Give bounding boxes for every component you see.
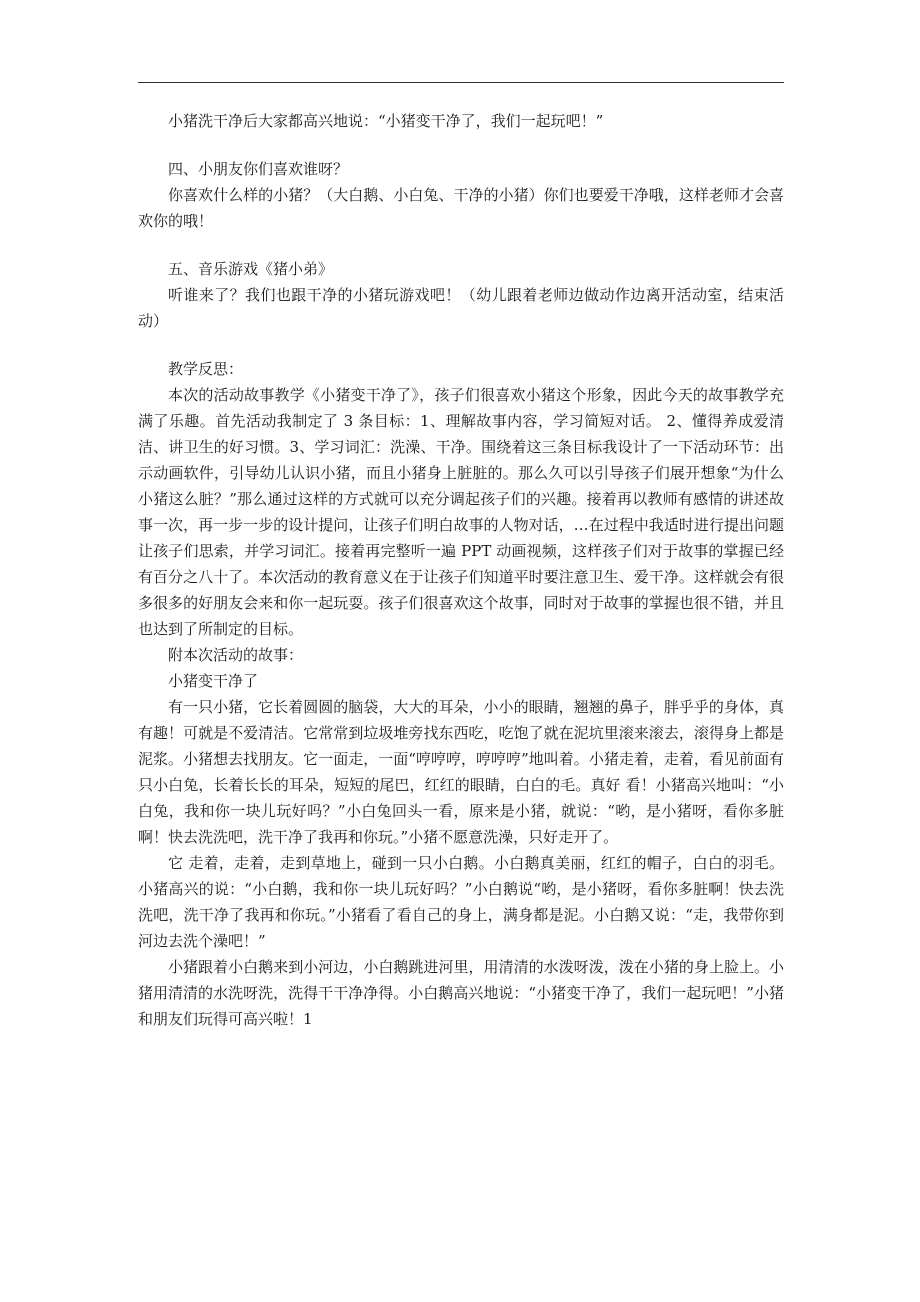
story-paragraph-two: 它 走着，走着，走到草地上，碰到一只小白鹅。小白鹅真美丽，红红的帽子，白白的羽毛。小猪高兴的说：“小白鹅，我和你一块儿玩好吗？”小白鹅说“哟，是小猪呀，看你多脏啊！快去洗洗吧，洗干净了我再和你玩。”小猪看了看自己的身上，满身都是泥。小白鹅又说：“走，我带你到河边去洗个澡吧！”: [138, 854, 784, 950]
document-body: [138, 108, 784, 1032]
reflection-heading: 教学反思：: [168, 360, 244, 378]
story-paragraph-one: 有一只小猪，它长着圆圆的脑袋，大大的耳朵，小小的眼睛，翘翘的鼻子，胖乎乎的身体，真有趣！可就是不爱清洁。它常常到垃圾堆旁找东西吃，吃饱了就在泥坑里滚来滚去，滚得身上都是泥浆。小猪想去找朋友。它一面走，一面“哼哼哼，哼哼哼”地叫着。小猪走着，走着，看见前面有只小白兔，长着长长的耳朵，短短的尾巴，红红的眼睛，白白的毛。真好 看！小猪高兴地叫：“小白兔，我和你一块儿玩好吗？”小白兔回头一看，原来是小猪，就说：“哟，是小猪呀，看你多脏啊！快去洗洗吧，洗干净了我再和你玩。”小猪不愿意洗澡，只好走开了。: [138, 698, 784, 846]
paragraph-closing-line: 小猪洗干净后大家都高兴地说：“小猪变干净了，我们一起玩吧！”: [168, 112, 604, 130]
story-paragraph-three: 小猪跟着小白鹅来到小河边，小白鹅跳进河里，用清清的水泼呀泼，泼在小猪的身上脸上。小猪用清清的水洗呀洗，洗得干干净净得。小白鹅高兴地说：“小猪变干净了，我们一起玩吧！”小猪和朋友们玩得可高兴啦！1: [138, 958, 784, 1028]
header-rule: [138, 82, 784, 83]
paragraph-section-four: 你喜欢什么样的小猪？（大白鹅、小白兔、干净的小猪）你们也要爱干净哦，这样老师才会喜欢你的哦！: [138, 186, 784, 230]
section-heading-five: 五、音乐游戏《猪小弟》: [168, 260, 334, 278]
paragraph-section-five: 听谁来了？我们也跟干净的小猪玩游戏吧！（幼儿跟着老师边做动作边离开活动室，结束活动）: [138, 286, 784, 330]
section-heading-four: 四、小朋友你们喜欢谁呀？: [168, 160, 349, 178]
story-title: 小猪变干净了: [168, 672, 259, 690]
paragraph-reflection: 本次的活动故事教学《小猪变干净了》，孩子们很喜欢小猪这个形象，因此今天的故事教学充满了乐趣。首先活动我制定了 3 条目标：1、理解故事内容，学习简短对话。 2、懂得养成爱清洁、讲卫生的好习惯。3、学习词汇：洗澡、干净。围绕着这三条目标我设计了一下活动环节：出示动画软件，引导幼儿认识小猪，而且小猪身上脏脏的。那么久可以引导孩子们展开想象“为什么小猪这么脏？”那么通过这样的方式就可以充分调起孩子们的兴趣。接着再以教师有感情的讲述故事一次，再一步一步的设计提问，让孩子们明白故事的人物对话，…在过程中我适时进行提出问题让孩子们思索，并学习词汇。接着再完整听一遍 PPT 动画视频，这样孩子们对于故事的掌握已经有百分之八十了。本次活动的教育意义在于让孩子们知道平时要注意卫生、爱干净。这样就会有很多很多的好朋友会来和你一起玩耍。孩子们很喜欢这个故事，同时对于故事的掌握也很不错，并且也达到了所制定的目标。: [138, 386, 784, 638]
story-appendix-label: 附本次活动的故事：: [168, 646, 304, 664]
